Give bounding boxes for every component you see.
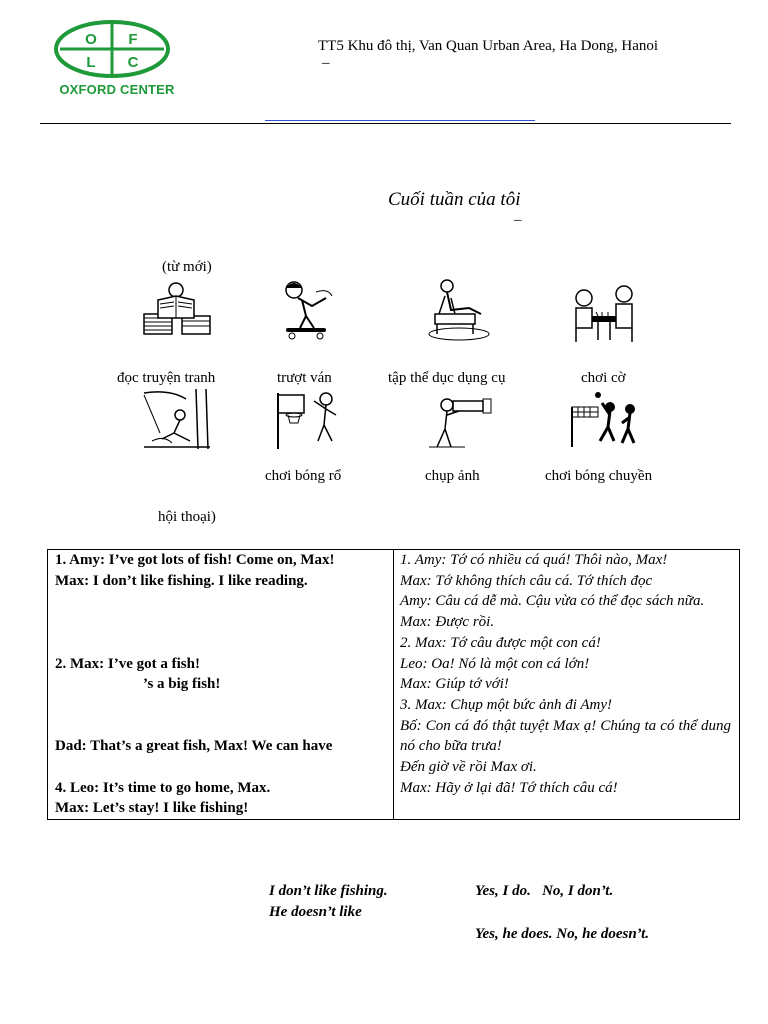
logo-letter-o: O [85,31,97,48]
caption-skateboarding: trượt ván [277,370,332,386]
vi-line: Amy: Câu cá dễ mà. Cậu vừa có thể đọc sách nữa. [400,593,705,610]
basketball-icon [272,389,346,453]
caption-basketball: chơi bóng rổ [265,468,342,484]
caption-gymnastics: tập thể dục dụng cụ [388,370,506,386]
en-line [48,695,393,716]
address-dash: – [322,55,330,71]
grammar-example-1: I don’t like fishing. [269,883,388,899]
vi-line: Bố: Con cá đó thật tuyệt Max ạ! Chúng ta có thể dung nó cho bữa trưa! [400,717,731,755]
logo-name: OXFORD CENTER [59,82,175,97]
dialogue-label: hội thoại) [158,509,216,525]
vi-line: Đến giờ về rồi Max ơi. [400,759,537,776]
vi-line: Leo: Oa! Nó là một con cá lớn! [400,655,590,672]
volleyball-icon [568,389,642,453]
en-line: 4. Leo: It’s time to go home, Max. [55,779,271,796]
en-line [48,633,393,654]
caption-playing-chess: chơi cờ [581,370,626,386]
grammar-answer-2: Yes, he does. No, he doesn’t. [475,926,650,942]
caption-volleyball: chơi bóng chuyền [545,468,653,484]
en-line [48,757,393,778]
en-line: Dad: That’s a great fish, Max! We can have [55,738,333,755]
reading-comics-icon [140,278,214,342]
vocab-label: (từ mới) [162,259,212,275]
logo-mark [54,20,178,82]
vi-line: Max: Giúp tớ với! [400,676,509,693]
grammar-answer-1: Yes, I do. No, I don’t. [475,883,614,899]
caption-photography: chụp ảnh [425,468,480,484]
vietnamese-column [394,550,740,820]
english-column [48,550,394,820]
logo-letter-l: L [86,54,96,71]
vi-line: 2. Max: Tớ câu được một con cá! [400,634,601,651]
grammar-example-2: He doesn’t like [269,904,362,920]
page-title: Cuối tuần của tôi [388,189,521,210]
en-line [48,612,393,633]
en-line: ’s a big fish! [143,676,221,693]
title-dash: – [514,212,522,228]
en-line [48,591,393,612]
oxford-center-logo [54,20,178,102]
en-line: 1. Amy: I’ve got lots of fish! Come on, Max! [55,552,335,568]
logo-letter-f: F [128,31,138,48]
header-divider [40,123,731,124]
en-line [48,716,393,737]
en-line: Max: I don’t like fishing. I like reading. [55,572,308,589]
logo-letter-c: C [127,54,139,71]
photography-icon [425,389,499,453]
address-text: TT5 Khu đô thị, Van Quan Urban Area, Ha Dong, Hanoi [318,38,659,54]
vi-line: 1. Amy: Tớ có nhiều cá quá! Thôi nào, Max! [400,552,668,568]
vi-line: 3. Max: Chụp một bức ảnh đi Amy! [400,696,613,713]
dialogue-table [47,549,740,820]
gymnastics-icon [425,278,499,342]
hyperlink-underline[interactable] [265,120,535,121]
vi-line: Max: Hãy ở lại đã! Tớ thích câu cá! [400,779,618,796]
en-line: Max: Let’s stay! I like fishing! [55,800,249,817]
en-line: 2. Max: I’ve got a fish! [55,655,200,672]
skateboarding-icon [272,278,346,342]
caption-reading-comics: đọc truyện tranh [117,370,216,386]
fishing-icon [140,389,214,453]
address [318,38,658,72]
vi-line: Max: Tớ không thích câu cá. Tớ thích đọc [400,572,653,589]
vi-line: Max: Được rồi. [400,614,495,631]
playing-chess-icon [568,282,642,346]
